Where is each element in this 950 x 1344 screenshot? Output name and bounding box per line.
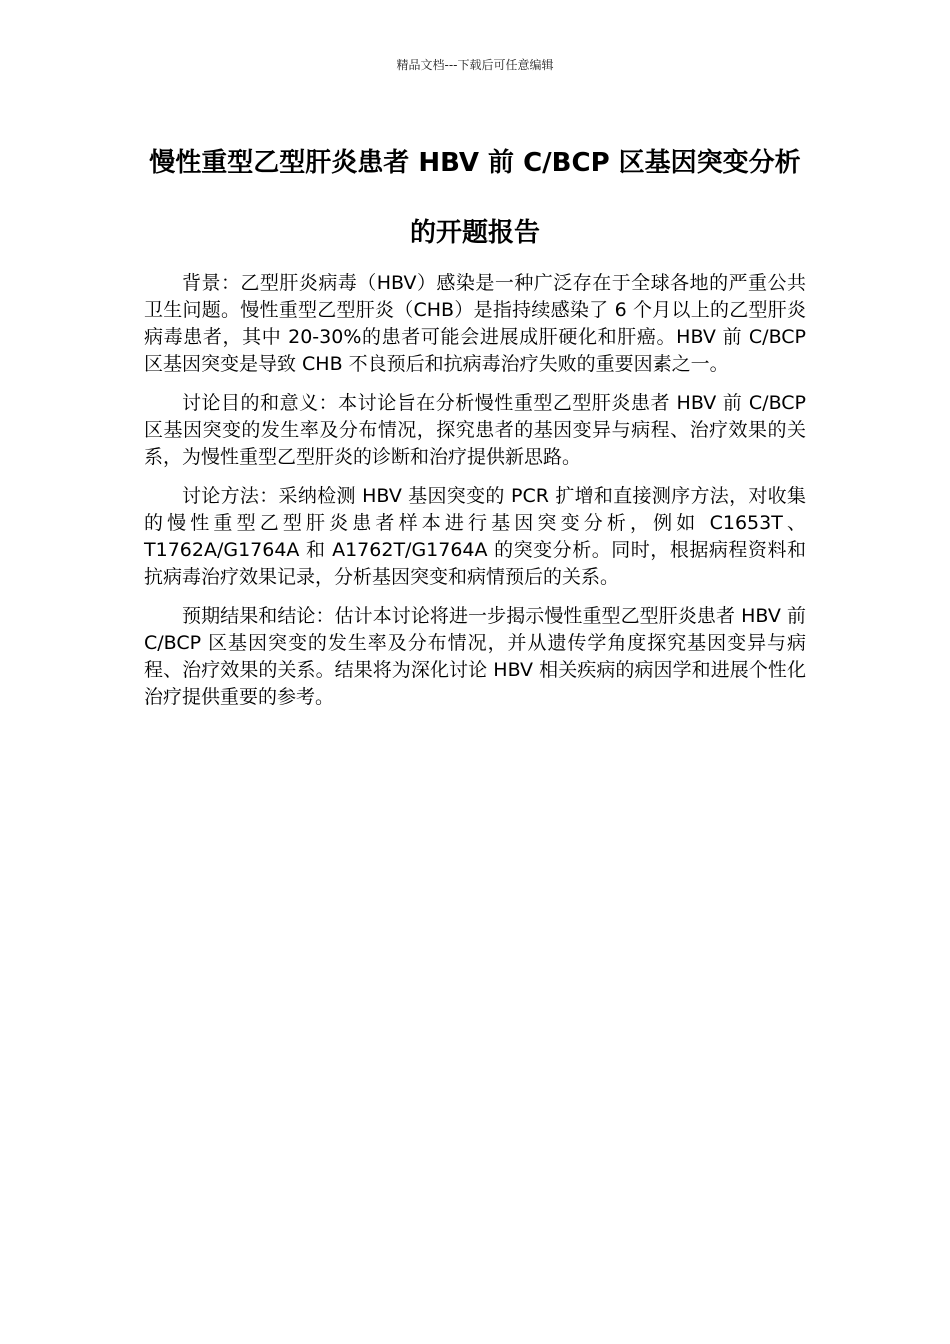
- document-title: 慢性重型乙型肝炎患者 HBV 前 C/BCP 区基因突变分析的开题报告: [149, 148, 801, 248]
- paragraph-methods: 讨论方法：采纳检测 HBV 基因突变的 PCR 扩增和直接测序方法，对收集的慢性重型乙型肝炎患者样本进行基因突变分析，例如 C1653T、T1762A/G1764A 和 A1762T/G1764A 的突变分析。同时，根据病程资料和抗病毒治疗效果记录，分析基因突变和病情预后的关系。: [144, 485, 806, 588]
- paragraph-background: 背景：乙型肝炎病毒（HBV）感染是一种广泛存在于全球各地的严重公共卫生问题。慢性重型乙型肝炎（CHB）是指持续感染了 6 个月以上的乙型肝炎病毒患者，其中 20-30%的患者可能会进展成肝硬化和肝癌。HBV 前 C/BCP 区基因突变是导致 CHB 不良预后和抗病毒治疗失败的重要因素之一。: [144, 272, 806, 375]
- paragraph-purpose: 讨论目的和意义：本讨论旨在分析慢性重型乙型肝炎患者 HBV 前 C/BCP 区基因突变的发生率及分布情况，探究患者的基因变异与病程、治疗效果的关系，为慢性重型乙型肝炎的诊断和治疗提供新思路。: [144, 392, 806, 468]
- document-body: [144, 270, 806, 723]
- page-header: 精品文档---下载后可任意编辑: [396, 58, 554, 72]
- paragraph-expected-results: 预期结果和结论：估计本讨论将进一步揭示慢性重型乙型肝炎患者 HBV 前 C/BCP 区基因突变的发生率及分布情况，并从遗传学角度探究基因变异与病程、治疗效果的关系。结果将为深化讨论 HBV 相关疾病的病因学和进展个性化治疗提供重要的参考。: [144, 605, 806, 708]
